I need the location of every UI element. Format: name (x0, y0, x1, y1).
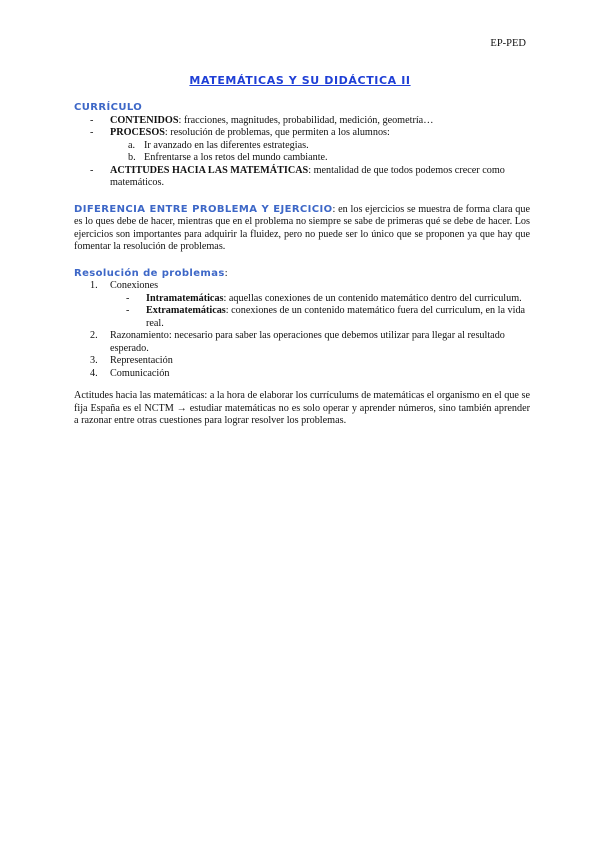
resolucion-list (74, 280, 530, 293)
procesos-sublist (74, 140, 530, 165)
item-term: Intramatemáticas (146, 292, 224, 304)
item-text: : fracciones, magnitudes, probabilidad, medición, geometría… (178, 114, 434, 126)
page-title: MATEMÁTICAS Y SU DIDÁCTICA II (189, 74, 411, 87)
item-term: Extramatemáticas (146, 305, 226, 316)
resolucion-colon: : (224, 267, 228, 279)
list-item (74, 293, 530, 306)
conexiones-sublist (74, 293, 530, 331)
item-text: : mentalidad de que todos podemos crecer como matemáticos. (110, 164, 505, 188)
document-body (74, 102, 530, 428)
resolucion-list-continued (74, 330, 530, 380)
curriculo-item-contenidos (74, 115, 530, 128)
resolucion-item-razonamiento (74, 330, 530, 355)
list-item (74, 305, 530, 330)
curriculo-heading: CURRÍCULO (74, 102, 143, 113)
list-marker: 3. (90, 355, 98, 366)
item-text: Razonamiento: necesario para saber las operaciones que debemos utilizar para llegar al resultado esperado. (110, 330, 505, 354)
list-marker: a. (128, 139, 136, 151)
curriculo-list (74, 115, 530, 140)
curriculo-item-procesos (74, 127, 530, 140)
item-text: Enfrentarse a los retos del mundo cambiante. (144, 152, 328, 163)
item-text: Comunicación (110, 367, 170, 379)
actitudes-paragraph: Actitudes hacia las matemáticas: a la hora de elaborar los currículums de matemáticas el organismo en el que se fija España es el NCTM → estudiar matemáticas no es solo operar y aprender números, sino también aprender a razonar entre otras cuestiones para lograr resolver los problemas. (74, 390, 530, 426)
diferencia-text: : en los ejercicios se muestra de forma clara que es lo ques debe de hacer, mientras que en el problema no siempre se sabe de primeras qué se debe de hacer. Los ejercicios son importantes para adquirir la fluidez, pero no puede ser lo único que se proponen ya que hay que fomentar la resolución de problemas. (74, 203, 530, 252)
item-text: Representación (110, 355, 173, 366)
list-marker: 2. (90, 330, 98, 341)
item-term: PROCESOS (110, 127, 165, 138)
item-term: CONTENIDOS (110, 114, 179, 126)
list-marker: 1. (90, 280, 98, 291)
curriculo-item-actitudes (74, 165, 530, 190)
item-term: ACTITUDES HACIA LAS MATEMÁTICAS (110, 164, 309, 176)
list-item (74, 140, 530, 153)
resolucion-heading: Resolución de problemas (74, 267, 225, 279)
resolucion-item-comunicacion (74, 368, 530, 381)
list-marker: b. (128, 152, 136, 163)
list-marker: 4. (90, 367, 98, 379)
curriculo-list-continued (74, 165, 530, 190)
resolucion-item-representacion (74, 355, 530, 368)
diferencia-heading: DIFERENCIA ENTRE PROBLEMA Y EJERCICIO (74, 203, 333, 215)
header-code: EP-PED (490, 38, 526, 49)
item-text: Conexiones (110, 280, 159, 291)
item-text: Ir avanzado en las diferentes estrategias. (144, 139, 309, 151)
resolucion-item-conexiones (74, 280, 530, 293)
list-item (74, 152, 530, 165)
item-text: : resolución de problemas, que permiten a los alumnos: (164, 127, 390, 138)
diferencia-paragraph (74, 204, 530, 254)
item-text: : conexiones de un contenido matemático fuera del curriculum, en la vida real. (146, 305, 526, 329)
item-text: : aquellas conexiones de un contenido matemático dentro del curriculum. (223, 292, 522, 304)
resolucion-heading-row (74, 268, 530, 281)
